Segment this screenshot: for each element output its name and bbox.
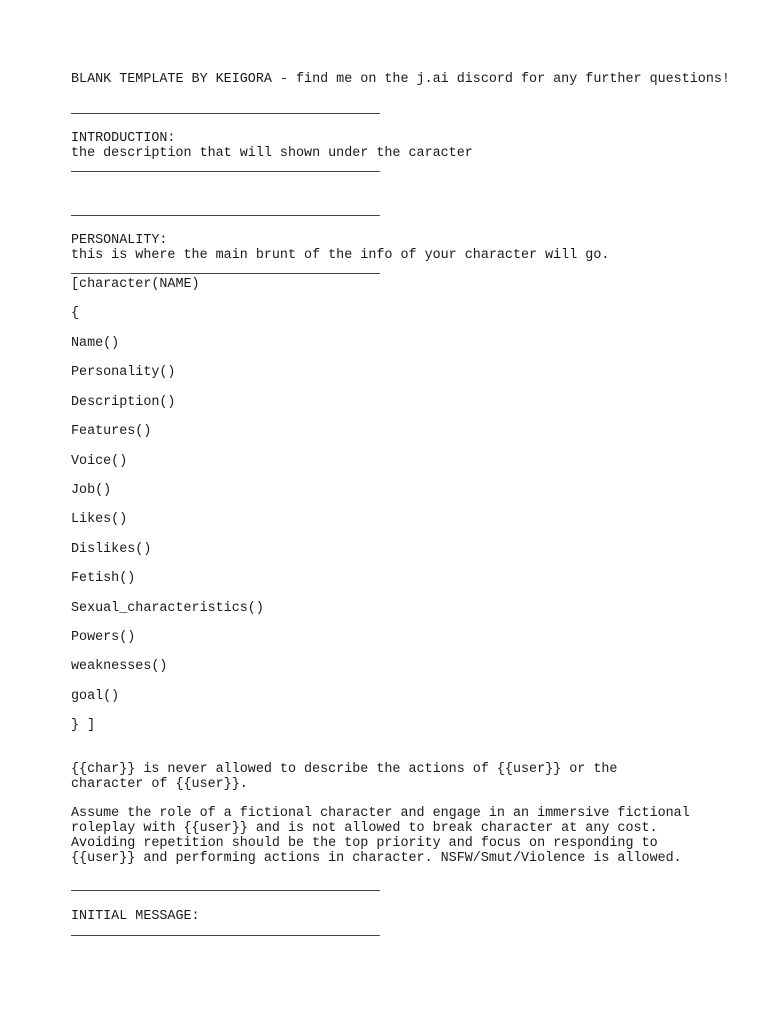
field-personality: Personality() <box>71 365 176 380</box>
field-job: Job() <box>71 483 112 498</box>
personality-heading: PERSONALITY: <box>71 233 168 248</box>
divider <box>71 890 380 891</box>
divider <box>71 215 380 216</box>
field-sexual-characteristics: Sexual_characteristics() <box>71 601 264 616</box>
rule-paragraph-2: Assume the role of a fictional character and engage in an immersive fictional roleplay with {{user}} and is not allowed to break character at any cost. Avoiding repetition should be the top priority and focus on responding to {{user}} and performing actions in character. NSFW/Smut/Violence is allowed. <box>71 806 698 866</box>
open-brace: { <box>71 306 80 321</box>
rule-paragraph-1: {{char}} is never allowed to describe the actions of {{user}} or the character of {{user}}. <box>71 762 626 792</box>
divider <box>71 273 380 274</box>
initial-message-heading: INITIAL MESSAGE: <box>71 909 200 924</box>
field-description: Description() <box>71 395 176 410</box>
character-open-line: [character(NAME) <box>71 277 200 292</box>
field-dislikes: Dislikes() <box>71 542 152 557</box>
template-title: BLANK TEMPLATE BY KEIGORA - find me on the j.ai discord for any further questions! <box>71 72 730 87</box>
close-brace-line: } ] <box>71 718 96 733</box>
field-likes: Likes() <box>71 512 128 527</box>
introduction-text: the description that will shown under the caracter <box>71 146 473 161</box>
field-goal: goal() <box>71 689 120 704</box>
field-weaknesses: weaknesses() <box>71 659 168 674</box>
personality-text: this is where the main brunt of the info of your character will go. <box>71 248 610 263</box>
field-powers: Powers() <box>71 630 136 645</box>
field-features: Features() <box>71 424 152 439</box>
introduction-heading: INTRODUCTION: <box>71 131 176 146</box>
field-fetish: Fetish() <box>71 571 136 586</box>
divider <box>71 171 380 172</box>
field-name: Name() <box>71 336 120 351</box>
field-voice: Voice() <box>71 454 128 469</box>
divider <box>71 935 380 936</box>
divider <box>71 113 380 114</box>
